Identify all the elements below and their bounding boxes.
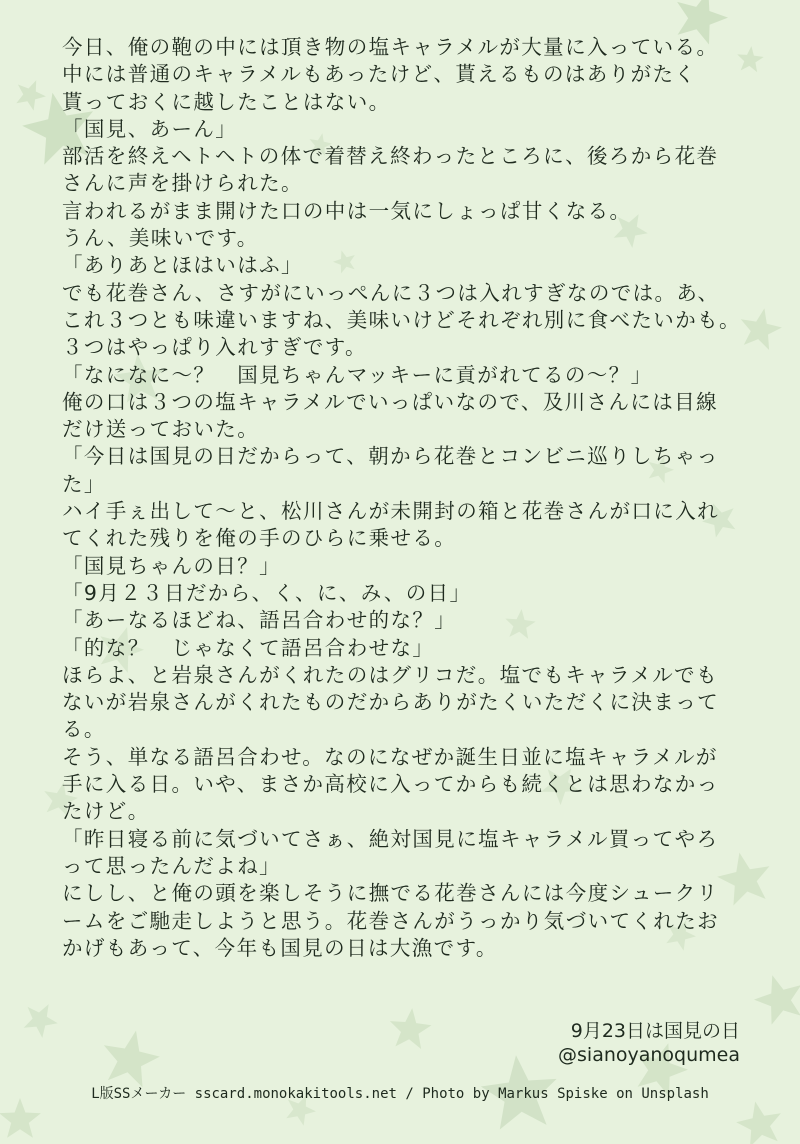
- signature-title: 9月23日は国見の日: [570, 1020, 740, 1042]
- story-line: ないが岩泉さんがくれたものだからありがたくいただくに決まって: [62, 690, 719, 715]
- story-line: 俺の口は３つの塩キャラメルでいっぱいなので、及川さんには目線: [62, 389, 718, 414]
- story-line: 手に入る日。いや、まさか高校に入ってからも続くとは思わなかっ: [62, 772, 719, 797]
- story-line: って思ったんだよね」: [62, 853, 281, 878]
- story-line: うん、美味いです。: [62, 226, 259, 251]
- story-line: でも花巻さん、さすがにいっぺんに３つは入れすぎなのでは。あ、: [62, 280, 720, 305]
- story-line: 部活を終えヘトヘトの体で着替え終わったところに、後ろから花巻: [62, 144, 719, 169]
- story-line: 貰っておくに越したことはない。: [62, 89, 391, 114]
- story-line: ほらよ、と岩泉さんがくれたのはグリコだ。塩でもキャラメルでも: [62, 662, 718, 687]
- story-line: 中には普通のキャラメルもあったけど、貰えるものはありがたく: [62, 62, 697, 87]
- story-line: 「今日は国見の日だからって、朝から花巻とコンビニ巡りしちゃっ: [62, 444, 719, 469]
- story-line: ハイ手ぇ出して～と、松川さんが未開封の箱と花巻さんが口に入れ: [62, 499, 719, 524]
- story-line: 言われるがまま開けた口の中は一気にしょっぱ甘くなる。: [62, 198, 632, 223]
- story-line: 今日、俺の鞄の中には頂き物の塩キャラメルが大量に入っている。: [62, 35, 719, 59]
- star-icon: [390, 1008, 432, 1049]
- story-text: [62, 34, 762, 962]
- story-line: にしし、と俺の頭を楽しそうに撫でる花巻さんには今度シュークリ: [62, 881, 719, 906]
- story-line: そう、単なる語呂合わせ。なのになぜか誕生日並に塩キャラメルが: [62, 744, 718, 769]
- story-line: だけ送っておいた。: [62, 417, 260, 442]
- story-line: てくれた残りを俺の手のひらに乗せる。: [62, 526, 457, 551]
- story-line: 「9月２３日だから、く、に、み、の日」: [62, 580, 472, 605]
- star-icon: [736, 1102, 781, 1144]
- story-line: 「ありあとほはいはふ」: [62, 253, 303, 278]
- story-line: さんに声を掛けられた。: [62, 171, 303, 196]
- story-line: たけど。: [62, 799, 150, 824]
- story-line: る。: [62, 717, 106, 742]
- star-icon: [0, 1098, 41, 1138]
- star-icon: [754, 975, 800, 1024]
- story-line: 「的な？ じゃなくて語呂合わせな」: [62, 635, 435, 660]
- star-icon: [24, 1004, 58, 1038]
- star-icon: [16, 80, 46, 110]
- story-line: かげもあって、今年も国見の日は大漁です。: [62, 935, 498, 960]
- story-line: ３つはやっぱり入れすぎです。: [62, 335, 367, 360]
- signature-handle: @sianoyanoqumea: [558, 1044, 740, 1066]
- story-line: ームをご馳走しようと思う。花巻さんがうっかり気づいてくれたお: [62, 908, 719, 933]
- story-line: た」: [62, 471, 106, 496]
- story-line: これ３つとも味違いますね、美味いけどそれぞれ別に食べたいかも。: [62, 307, 741, 332]
- story-line: 「昨日寝る前に気づいてさぁ、絶対国見に塩キャラメル買ってやろ: [62, 826, 719, 851]
- star-icon: [104, 1031, 160, 1088]
- story-line: 「国見ちゃんの日？」: [62, 553, 281, 578]
- story-line: 「国見、あーん」: [62, 116, 238, 141]
- story-line: 「あーなるほどね、語呂合わせ的な？」: [62, 608, 457, 633]
- story-line: 「なになに～？ 国見ちゃんマッキーに貢がれてるの～？」: [62, 362, 653, 387]
- footer-credit: L版SSメーカー sscard.monokakitools.net / Photo by Markus Spiske on Unsplash: [91, 1086, 709, 1102]
